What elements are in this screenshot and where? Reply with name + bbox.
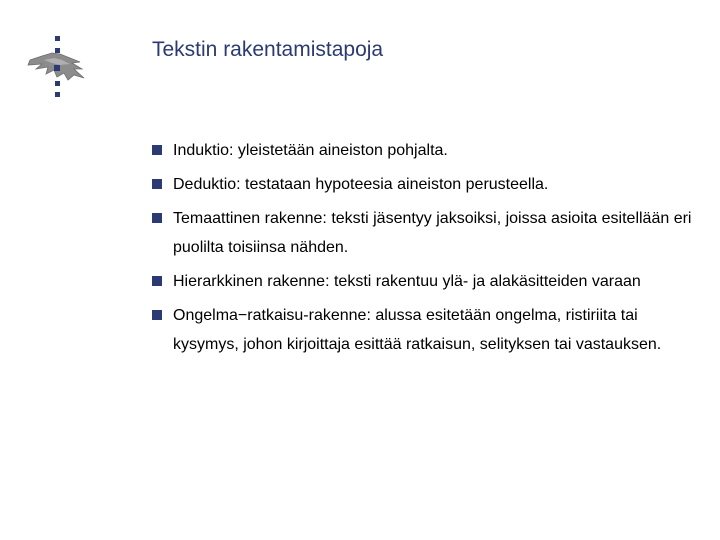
square-bullet-icon	[152, 145, 162, 155]
bullet-text: Temaattinen rakenne: teksti jäsentyy jaksoiksi, joissa asioita esitellään eri puolilta toisiinsa nähden.	[173, 210, 692, 256]
bullet-item	[152, 267, 692, 296]
bullet-item	[152, 136, 692, 165]
square-bullet-icon	[152, 179, 162, 189]
bullet-text: Ongelma−ratkaisu-rakenne: alussa esitetään ongelma, ristiriita tai kysymys, johon kirjoittaja esittää ratkaisun, selityksen tai vastauksen.	[173, 307, 662, 353]
square-bullet-icon	[152, 276, 162, 286]
bullet-text: Hierarkkinen rakenne: teksti rakentuu ylä- ja alakäsitteiden varaan	[173, 273, 641, 290]
bullet-item	[152, 170, 692, 199]
slide-title: Tekstin rakentamistapoja	[152, 38, 384, 61]
bullet-text: Induktio: yleistetään aineiston pohjalta.	[173, 142, 448, 159]
bullet-item	[152, 204, 692, 262]
bullet-item	[152, 301, 692, 359]
square-bullet-icon	[152, 310, 162, 320]
bullet-text: Deduktio: testataan hypoteesia aineiston perusteella.	[173, 176, 549, 193]
university-helsinki-logo-icon	[24, 36, 88, 98]
bullet-list	[152, 136, 692, 364]
square-bullet-icon	[152, 213, 162, 223]
